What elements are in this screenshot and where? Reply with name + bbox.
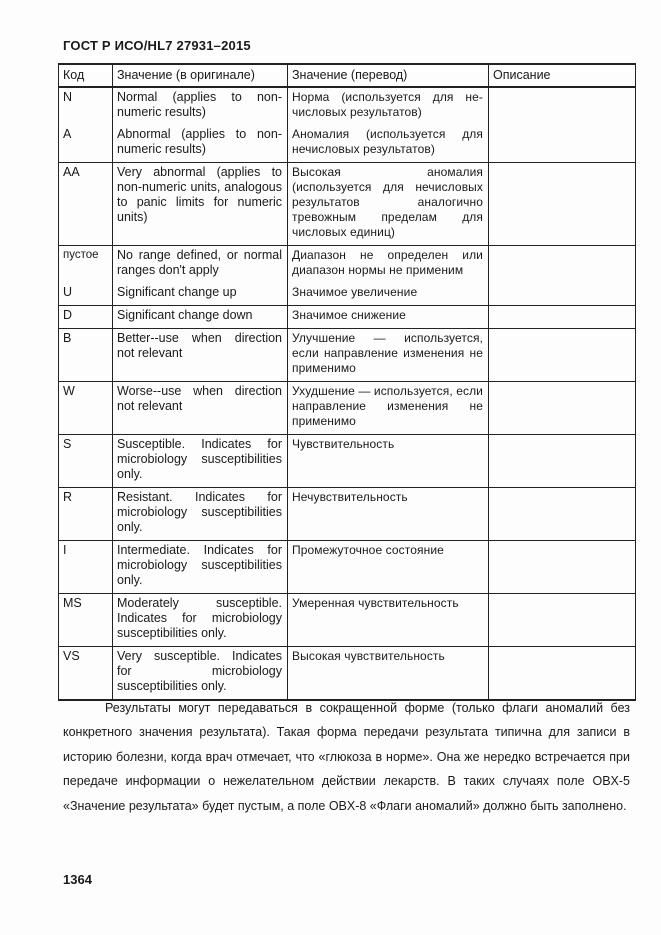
table-row — [59, 541, 636, 594]
cell-original: Worse--use when direction not relevant — [113, 382, 288, 435]
table-row — [59, 594, 636, 647]
cell-translation: Чувствительность — [288, 435, 489, 488]
table-row — [59, 163, 636, 246]
cell-original: Intermediate. Indicates for microbiology susceptibilities only. — [113, 541, 288, 594]
cell-code: AA — [59, 163, 113, 246]
cell-description — [489, 488, 636, 541]
cell-translation: Высокая чувствительность — [288, 647, 489, 701]
cell-translation: Аномалия (используется для нечисловых результатов) — [288, 125, 489, 163]
cell-original: Susceptible. Indicates for microbiology susceptibilities only. — [113, 435, 288, 488]
table-header-row — [59, 64, 636, 87]
cell-code: B — [59, 329, 113, 382]
cell-translation: Диапазон не определен или диапазон нормы не применим — [288, 246, 489, 284]
cell-description — [489, 283, 636, 306]
cell-original: No range defined, or normal ranges don't apply — [113, 246, 288, 284]
cell-translation: Улучшение — используется, если направление изменения не применимо — [288, 329, 489, 382]
cell-translation: Нечувствительность — [288, 488, 489, 541]
cell-original: Better--use when direction not relevant — [113, 329, 288, 382]
table-row — [59, 647, 636, 701]
cell-original: Abnormal (applies to non-numeric results) — [113, 125, 288, 163]
cell-original: Very susceptible. Indicates for microbiology susceptibilities only. — [113, 647, 288, 701]
cell-translation: Значимое снижение — [288, 306, 489, 329]
cell-original: Very abnormal (applies to non-numeric units, analogous to panic limits for numeric units) — [113, 163, 288, 246]
page-number: 1364 — [63, 872, 92, 887]
cell-description — [489, 382, 636, 435]
cell-original: Moderately susceptible. Indicates for microbiology susceptibilities only. — [113, 594, 288, 647]
cell-translation: Норма (используется для не-числовых результатов) — [288, 87, 489, 125]
table-row — [59, 382, 636, 435]
cell-translation: Ухудшение — используется, если направление изменения не применимо — [288, 382, 489, 435]
cell-description — [489, 125, 636, 163]
cell-description — [489, 246, 636, 284]
cell-original: Significant change down — [113, 306, 288, 329]
table-row — [59, 306, 636, 329]
column-header-translation: Значение (перевод) — [288, 64, 489, 87]
cell-code: пустое — [59, 246, 113, 284]
cell-description — [489, 329, 636, 382]
cell-code: VS — [59, 647, 113, 701]
cell-description — [489, 435, 636, 488]
cell-translation: Умеренная чувствительность — [288, 594, 489, 647]
cell-code: W — [59, 382, 113, 435]
table-row — [59, 246, 636, 284]
table-row — [59, 329, 636, 382]
cell-code: R — [59, 488, 113, 541]
table-row — [59, 488, 636, 541]
cell-description — [489, 163, 636, 246]
cell-code: U — [59, 283, 113, 306]
table-row — [59, 435, 636, 488]
cell-description — [489, 306, 636, 329]
cell-description — [489, 87, 636, 125]
cell-description — [489, 647, 636, 701]
body-paragraph: Результаты могут передаваться в сокращенной форме (только флаги аномалий без конкретного значения результата). Такая форма передачи результата типична для записи в историю болезни, когда врач отмечает, что «глюкоза в норме». Она же нередко встречается при передаче информации о нежелательном действии лекарств. В таких случаях поле OBX-5 «Значение результата» будет пустым, а поле OBX-8 «Флаги аномалий» должно быть заполнено. — [63, 701, 630, 813]
document-header: ГОСТ Р ИСО/HL7 27931–2015 — [63, 38, 251, 53]
abnormal-flags-table — [58, 63, 636, 701]
cell-code: D — [59, 306, 113, 329]
cell-translation: Высокая аномалия (используется для нечисловых результатов аналогично тревожным пределам для числовых единиц) — [288, 163, 489, 246]
cell-code: S — [59, 435, 113, 488]
cell-code: N — [59, 87, 113, 125]
cell-code: MS — [59, 594, 113, 647]
cell-code: I — [59, 541, 113, 594]
cell-code: A — [59, 125, 113, 163]
cell-description — [489, 594, 636, 647]
table-row — [59, 87, 636, 125]
table-row — [59, 283, 636, 306]
cell-translation: Промежуточное состояние — [288, 541, 489, 594]
cell-original: Significant change up — [113, 283, 288, 306]
column-header-description: Описание — [489, 64, 636, 87]
table-row — [59, 125, 636, 163]
column-header-original: Значение (в оригинале) — [113, 64, 288, 87]
cell-translation: Значимое увеличение — [288, 283, 489, 306]
cell-description — [489, 541, 636, 594]
cell-original: Normal (applies to non-numeric results) — [113, 87, 288, 125]
cell-original: Resistant. Indicates for microbiology susceptibilities only. — [113, 488, 288, 541]
column-header-code: Код — [59, 64, 113, 87]
